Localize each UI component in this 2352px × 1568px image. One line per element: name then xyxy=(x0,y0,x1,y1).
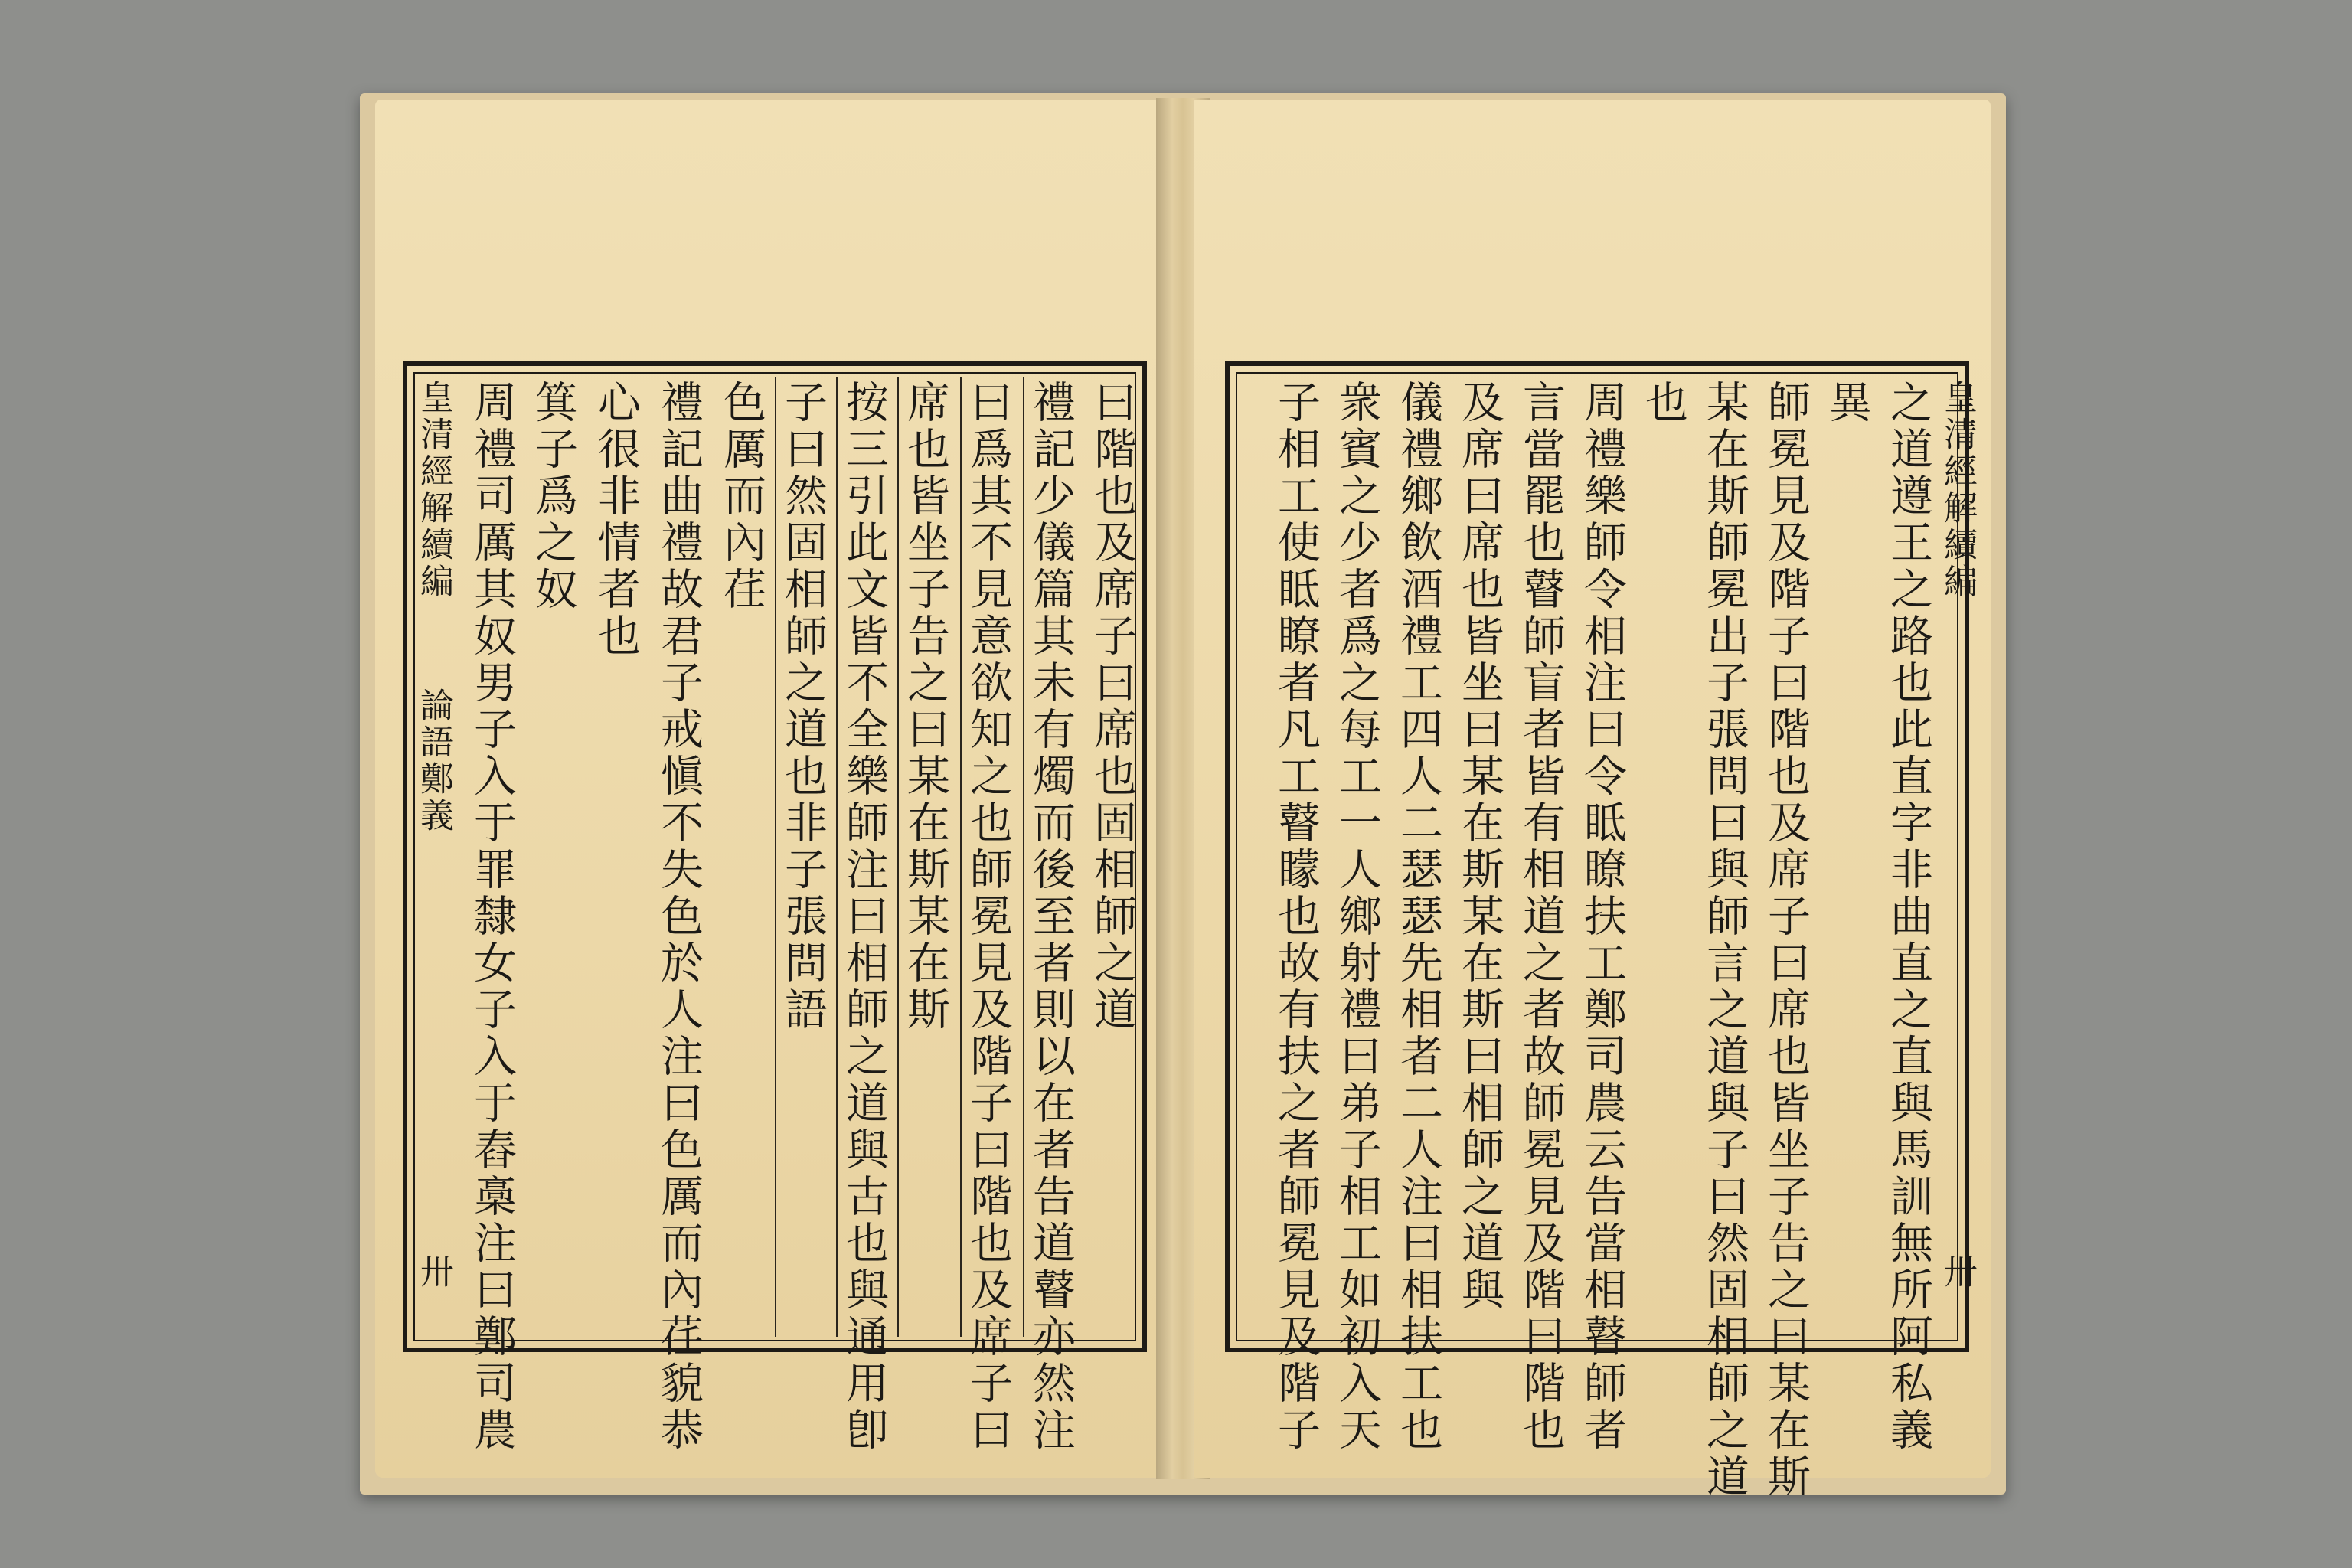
left-col-10: 箕子爲之奴 xyxy=(528,380,578,613)
left-text-frame xyxy=(403,361,1147,1454)
left-col-7: 色厲而內荏 xyxy=(717,380,766,613)
left-folio: 卅 xyxy=(414,1254,453,1288)
left-col-3: 曰爲其不見意欲知之也師冕見及階子曰階也及席子曰 xyxy=(963,380,1013,1454)
left-col-2: 禮記少儀篇其未有燭而後至者則以在者告道瞽亦然注 xyxy=(1026,380,1076,1454)
left-col-5: 按三引此文皆不全樂師注曰相師之道與古也與通用卽 xyxy=(839,380,889,1454)
left-col-8: 禮記曲禮故君子戒愼不失色於人注曰色厲而內荏貌恭 xyxy=(654,380,704,1454)
left-col-9: 心很非情者也 xyxy=(591,380,641,660)
left-page xyxy=(375,100,1171,1478)
right-col-11: 子相工使眡瞭者凡工瞽矇也故有扶之者師冕見及階子 xyxy=(1271,380,1321,1454)
right-banner-title: 皇清經解續編 xyxy=(1938,380,1977,600)
left-col-1: 曰階也及席子曰席也固相師之道 xyxy=(1087,380,1137,1034)
right-folio: 卅 xyxy=(1938,1254,1977,1288)
left-col-11: 周禮司厲其奴男子入于罪隸女子入于舂槀注曰鄭司農 xyxy=(467,380,517,1454)
right-col-10: 衆賓之少者爲之每工一人鄉射禮曰弟子相工如初入天 xyxy=(1332,380,1382,1454)
right-col-9: 儀禮鄉飲酒禮工四人二瑟瑟先相者二人注曰相扶工也 xyxy=(1393,380,1443,1454)
right-col-2: 異 xyxy=(1822,380,1872,426)
right-page xyxy=(1194,100,1991,1501)
right-col-6: 周禮樂師令相注曰令眡瞭扶工鄭司農云告當相瞽師者 xyxy=(1577,380,1627,1454)
left-section-title: 論語鄭義 xyxy=(414,688,453,835)
left-banner-title: 皇清經解續編 xyxy=(414,380,453,600)
right-col-3: 師冕見及階子曰階也及席子曰席也皆坐子告之曰某在斯 xyxy=(1761,380,1811,1501)
right-text-frame xyxy=(1225,361,1977,1501)
right-col-5: 也 xyxy=(1638,380,1688,426)
left-col-4: 席也皆坐子告之曰某在斯某在斯 xyxy=(900,380,950,1034)
right-col-8: 及席曰席也皆坐曰某在斯某在斯曰相師之道與 xyxy=(1455,380,1504,1314)
open-book xyxy=(360,93,2006,1501)
right-col-1: 之道遵王之路也此直字非曲直之直與馬訓無所阿私義 xyxy=(1883,380,1933,1454)
left-col-6: 子曰然固相師之道也非子張問語 xyxy=(778,380,828,1034)
right-col-7: 言當罷也瞽師盲者皆有相道之者故師冕見及階曰階也 xyxy=(1516,380,1566,1454)
right-col-4: 某在斯師冕出子張問曰與師言之道與子曰然固相師之道 xyxy=(1700,380,1749,1501)
